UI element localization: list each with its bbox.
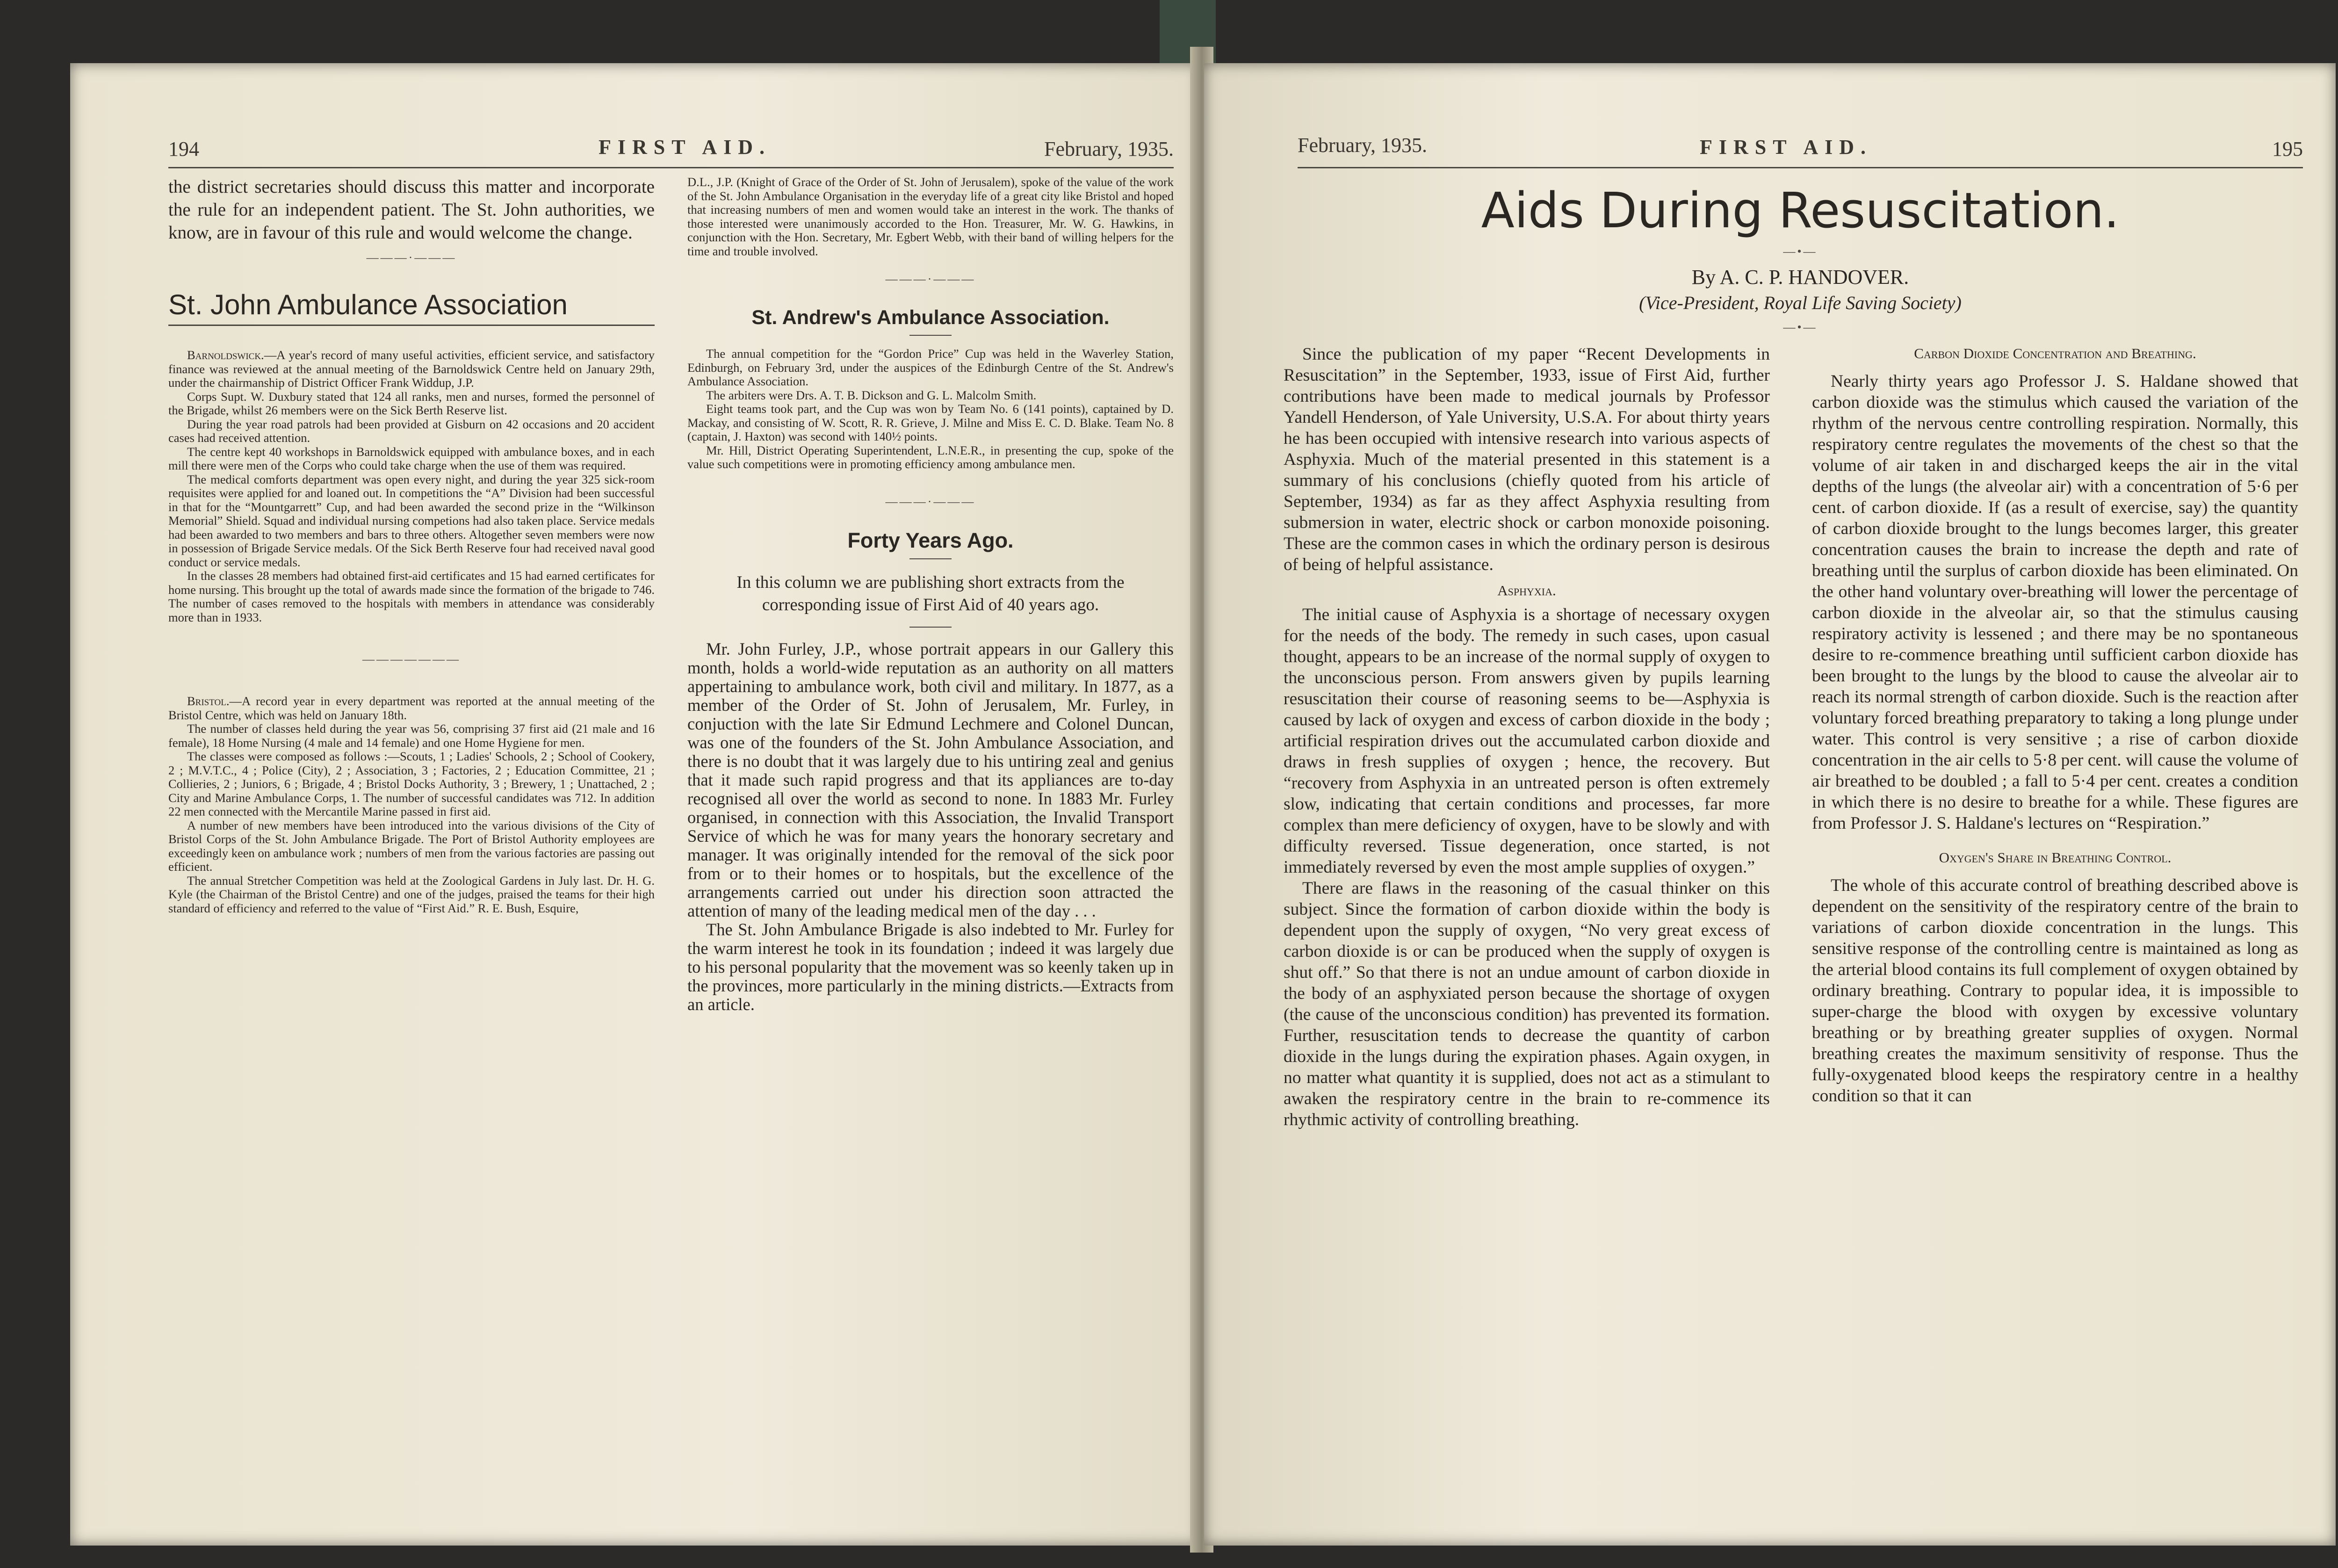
ornament-divider: ———·——— xyxy=(366,251,457,264)
forty-years-intro: In this column we are publishing short extracts from the corresponding issue of First Aid of 40 years ago. xyxy=(736,572,1125,614)
barnoldswick-report xyxy=(168,348,655,624)
left-magazine-title: FIRST AID. xyxy=(599,136,772,159)
left-column-2 xyxy=(687,175,1174,1014)
oxygen-p1: The whole of this accurate control of breathing described above is dependent on the sensitivity of the respiratory centre of the brain to variations of carbon dioxide concentration in the lungs. This sensitive response of the controlling centre is maintained as long as the arterial blood contains its full complement of oxygen obtained by ordinary breathing. Contrary to popular idea, it is impossible to super-charge the blood with oxygen by excessive voluntary breathing or by breathing greater supplies of oxygen. Normal breathing creates the maximum sensitivity of response. Thus the fully-oxygenated blood keeps the respiratory centre in a healthy condition so that it can xyxy=(1812,876,2298,1106)
co2-heading: Carbon Dioxide Concentration and Breathing. xyxy=(1914,345,2196,361)
left-issue-date: February, 1935. xyxy=(1044,137,1174,160)
st-andrews-rule xyxy=(909,335,952,336)
barnoldswick-p1: —A year's record of many useful activities, efficient service, and satisfactory finance was reviewed at the annual meeting of the Barnoldswick Centre held on January 29th, under the chairmanship of District Officer Frank Widdup, J.P. xyxy=(168,348,655,390)
st-andrews-heading: St. Andrew's Ambulance Association. xyxy=(751,306,1110,329)
st-andrews-p1: The annual competition for the “Gordon Price” Cup was held in the Waverley Station, Edinburgh, on February 3rd, under the auspices of the Edinburgh Centre of the St. Andrew's Ambulance Association. xyxy=(687,347,1174,388)
divider-short: ——————— xyxy=(362,652,461,666)
barnoldswick-p3: During the year road patrols had been provided at Gisburn on 42 occasions and 20 accident cases had received attention. xyxy=(168,417,655,445)
right-running-head xyxy=(1298,133,2303,161)
barnoldswick-p5: The medical comforts department was open every night, and during the year 325 sick-room requisites were applied for and loaned out. In competitions the “A” Division had been successful in that for the “Mountgarrett” Cup, and had been awarded the second prize in the “Wilkinson Memorial” Shield. Squad and individual nursing competions had also taken place. Service medals had been awarded to two members and bars to three others. Altogether seven members were now in possession of Brigade Service medals. Of the Sick Berth Reserve four had received naval good conduct or service medals. xyxy=(168,472,655,569)
right-issue-date: February, 1935. xyxy=(1298,134,1427,157)
author-ornament: —•— xyxy=(1783,320,1818,334)
right-head-rule xyxy=(1298,167,2303,168)
barnoldswick-p6: In the classes 28 members had obtained first-aid certificates and 15 had earned certificates for home nursing. This brought up the total of awards made since the formation of the brigade to 746. The number of cases removed to the hospitals with members in attendance was considerably more than in 1933. xyxy=(168,569,655,624)
right-column-1 xyxy=(1284,344,1770,1130)
forty-years-article xyxy=(687,640,1174,1014)
left-page xyxy=(70,63,1199,1546)
left-column-1 xyxy=(168,175,655,915)
article-intro: Since the publication of my paper “Recent Developments in Resuscitation” in the September, 1933, issue of First Aid, further contributions have been made to medical journals by Professor Yandell Henderson, of Yale University, U.S.A. For about thirty years he has been occupied with intensive research into various aspects of Asphyxia. Much of the material presented in this statement is a summary of his conclusions (chiefly quoted from his article of September, 1934) as far as they affect Asphyxia resulting from submersion in water, electric shock or carbon monoxide poisoning. These are the common cases in which the ordinary person is desirous of being of helpful assistance. xyxy=(1284,345,1770,574)
forty-years-heading: Forty Years Ago. xyxy=(847,528,1014,552)
intro-paragraph: the district secretaries should discuss this matter and incorporate the rule for an independent patient. The St. John authorities, we know, are in favour of this rule and would welcome the change. xyxy=(168,177,655,243)
oxygen-heading: Oxygen's Share in Breathing Control. xyxy=(1939,849,2172,866)
barnoldswick-p4: The centre kept 40 workshops in Barnoldswick equipped with ambulance boxes, and in each mill there were men of the Corps who could take charge when the use of them was required. xyxy=(168,444,655,472)
barnoldswick-p2: Corps Supt. W. Duxbury stated that 124 all ranks, men and nurses, formed the personnel of the Brigade, whilst 26 members were on the Sick Berth Reserve list. xyxy=(168,389,655,417)
bristol-report xyxy=(168,694,655,915)
bristol-p5: The annual Stretcher Competition was held at the Zoological Gardens in July last. Dr. H. G. Kyle (the Chairman of the Bristol Centre) and one of the judges, praised the teams for their high standard of efficiency and referred to the value of “First Aid.” R. E. Bush, Esquire, xyxy=(168,873,655,915)
bristol-p1: —A record year in every department was reported at the annual meeting of the Bristol Centre, which was held on January 18th. xyxy=(168,694,655,722)
forty-years-rule xyxy=(909,558,952,559)
forty-years-rule-2 xyxy=(909,627,952,628)
co2-p1: Nearly thirty years ago Professor J. S. Haldane showed that carbon dioxide was the stimulus which caused the variation of the rhythm of the nervous centre controlling respiration. Normally, this respiratory centre regulates the movements of the chest so that the volume of air taken in and discharged keeps the air in the vital depths of the lungs (the alveolar air) with a concentration of 5·6 per cent. of carbon dioxide. If (as a result of exercise, say) the quantity of carbon dioxide brought to the lungs becomes larger, this greater concentration causes the brain to increase the depth and rate of breathing until the surplus of carbon dioxide has been eliminated. On the other hand voluntary over-breathing will lower the percentage of carbon dioxide in the alveolar air, so that the stimulus causing respiratory activity is lessened ; and there may be no spontaneous desire to re-commence breathing until sufficient carbon dioxide has been brought to the lungs by the blood to cause the alveolar air to reach its normal strength of carbon dioxide. Such is the reaction after voluntary forced breathing preparatory to taking a long plunge under water. This control is very sensitive ; a rise of carbon dioxide concentration in the air cells to 5·8 per cent. will cause the volume of air breathed to be doubled ; a fall to 5·4 per cent. creates a condition in which there is no desire to breathe for a while. These figures are from Professor J. S. Haldane's lectures on “Respiration.” xyxy=(1812,372,2298,833)
left-running-head xyxy=(168,133,1174,161)
bristol-p2: The number of classes held during the year was 56, comprising 37 first aid (21 male and 16 female), 18 Home Nursing (4 male and 14 female) and one Home Hygiene for men. xyxy=(168,722,655,750)
title-ornament: —•— xyxy=(1783,245,1818,258)
st-andrews-p4: Mr. Hill, District Operating Superintendent, L.N.E.R., in presenting the cup, spoke of the value such competitions were in promoting efficiency among ambulance men. xyxy=(687,443,1174,471)
st-andrews-p2: The arbiters were Drs. A. T. B. Dickson and G. L. Malcolm Smith. xyxy=(706,388,1037,402)
barnoldswick-lead: Barnoldswick. xyxy=(187,348,264,362)
bristol-p4: A number of new members have been introduced into the various divisions of the City of Bristol Corps of the St. John Ambulance Brigade. The Port of Bristol Authority employees are exceedingly keen on ambulance work ; numbers of men from the various factories are passing out efficient. xyxy=(168,818,655,874)
right-column-2 xyxy=(1812,344,2298,1106)
asphyxia-heading: Asphyxia. xyxy=(1497,582,1556,599)
asphyxia-p2: There are flaws in the reasoning of the casual thinker on this subject. Since the formation of carbon dioxide within the body is dependent upon the supply of oxygen, “No very great excess of carbon dioxide is or can be produced when the supply of oxygen is shut off.” So that there is not an undue amount of carbon dioxide in the body of an asphyxiated person because the shortage of oxygen (the cause of the unconscious condition) has prevented its formation. Further, resuscitation tends to decrease the quantity of carbon dioxide in the lungs during the expiration phases. Again oxygen, in no matter what quantity it is supplied, does not act as a stimulant to awaken the respiratory centre in the brain to re-commence its rhythmic activity of controlling breathing. xyxy=(1284,879,1770,1129)
bristol-continued: D.L., J.P. (Knight of Grace of the Order of St. John of Jerusalem), spoke of the value of the work of the St. John Ambulance Organisation in the everyday life of a great city like Bristol and hoped that increasing numbers of men and women would take an interest in the work. The thanks of those interested were unanimously accorded to the Hon. Treasurer, Mr. W. G. Hawkins, in conjunction with the Hon. Secretary, Mr. Egbert Webb, with their band of willing helpers for the time and trouble involved. xyxy=(687,175,1174,258)
ornament-divider-2: ———·——— xyxy=(885,272,976,286)
st-andrews-p3: Eight teams took part, and the Cup was won by Team No. 6 (141 points), captained by D. Mackay, and consisting of W. Scott, R. R. Grieve, J. Milne and Miss E. C. D. Blake. Team No. 8 (captain, J. Haxton) was second with 140½ points. xyxy=(687,402,1174,443)
section-rule xyxy=(168,325,655,326)
ornament-divider-3: ———·——— xyxy=(885,494,976,508)
bristol-p3: The classes were composed as follows :—Scouts, 1 ; Ladies' Schools, 2 ; School of Cookery, 2 ; M.V.T.C., 4 ; Police (City), 2 ; Association, 3 ; Factories, 2 ; Education Committee, 21 ; Collieries, 2 ; Juniors, 6 ; Brigade, 4 ; Bristol Docks Authority, 3 ; Brewery, 1 ; Unattached, 2 ; City and Marine Ambulance Corps, 1. The number of successful candidates was 712. In addition 22 men connected with the Mercantile Marine passed in first aid. xyxy=(168,749,655,818)
forty-years-p2: The St. John Ambulance Brigade is also indebted to Mr. Furley for the warm interest he took in its foundation ; indeed it was largely due to his personal popularity that the movement was so keenly taken up in the provinces, more particularly in the mining districts.—Extracts from an article. xyxy=(687,919,1174,1014)
st-andrews-report xyxy=(687,347,1174,471)
left-head-rule xyxy=(168,167,1174,168)
asphyxia-p1: The initial cause of Asphyxia is a shortage of necessary oxygen for the needs of the body. The remedy in such cases, upon casual thought, appears to be an increase of the normal supply of oxygen to the unconscious person. From answers given by pupils learning resuscitation their course of reasoning seems to be—Asphyxia is caused by lack of oxygen and excess of carbon dioxide in the body ; artificial respiration drives out the accumulated carbon dioxide and draws in fresh supplies of oxygen ; hence, the recovery. But “recovery from Asphyxia in an untreated person is often extremely slow, indicating that certain conditions and processes, far more complex than mere deficiency of oxygen, have to be slowly and with difficulty reversed. Tissue degeneration, once started, is not immediately reversed by even the most ample supplies of oxygen.” xyxy=(1284,605,1770,877)
section-heading-st-john: St. John Ambulance Association xyxy=(168,289,568,320)
article-author: By A. C. P. HANDOVER. xyxy=(1691,266,1909,289)
forty-years-p1: Mr. John Furley, J.P., whose portrait appears in our Gallery this month, holds a world-wide reputation as an authority on all matters appertaining to ambulance work, both civil and military. In 1877, as a member of the Order of St. John of Jerusalem, Mr. Furley, in conjuction with the late Sir Edmund Lechmere and Colonel Duncan, was one of the founders of the St. John Ambulance Association, and there is no doubt that it was largely due to his untiring zeal and genius that it made such rapid progress and that its appliances are to-day recognised all over the world as second to none. In 1883 Mr. Furley organised, in connection with this Association, the Invalid Transport Service of which he was for many years the honorary secretary and manager. It was originally intended for the removal of the sick poor from or to their homes or to hospitals, but the excellence of the arrangements carried out under his direction soon attracted the attention of many of the leading medical men of the day . . . xyxy=(687,639,1174,920)
bristol-lead: Bristol. xyxy=(187,694,230,708)
article-title: Aids During Resuscitation. xyxy=(1481,182,2120,239)
right-page-number: 195 xyxy=(2272,137,2303,160)
author-affiliation: (Vice-President, Royal Life Saving Society) xyxy=(1639,292,1962,313)
right-page xyxy=(1204,63,2336,1546)
right-magazine-title: FIRST AID. xyxy=(1700,136,1873,159)
left-page-number: 194 xyxy=(168,137,199,160)
